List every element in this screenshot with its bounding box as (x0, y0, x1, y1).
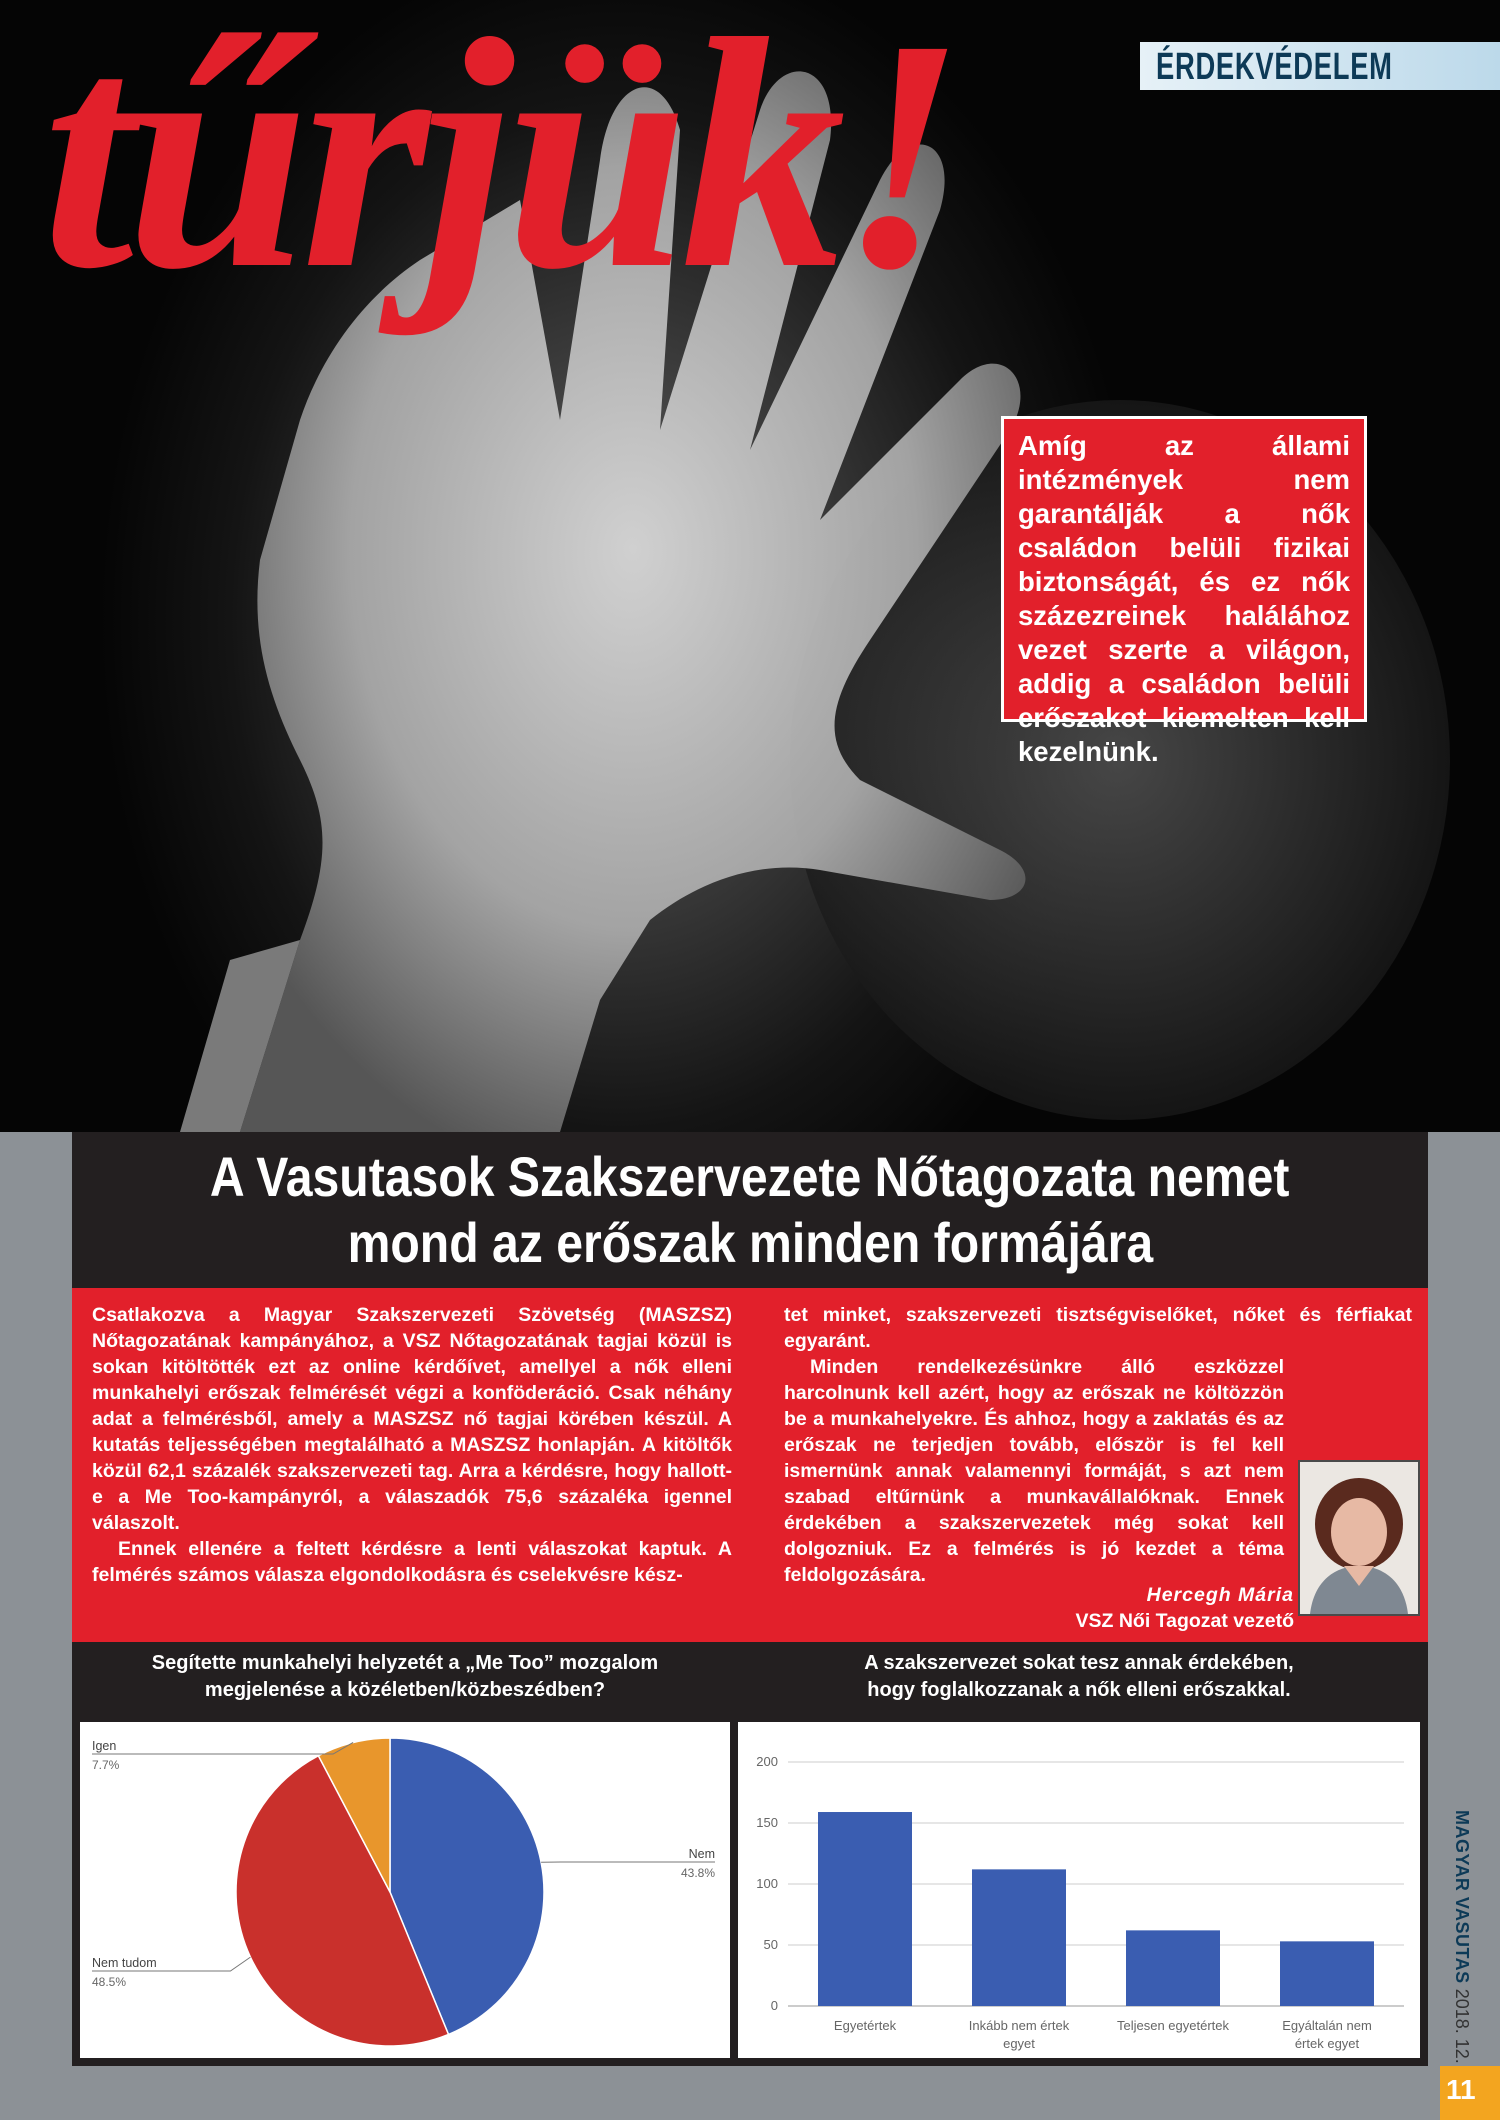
pie-chart (80, 1722, 730, 2058)
headline-line-1: A Vasutasok Szakszervezete Nőtagozata nemet (210, 1145, 1290, 1208)
section-tag-label: ÉRDEKVÉDELEM (1156, 46, 1393, 88)
bar-3 (1126, 1930, 1220, 2006)
bar-y-tick: 0 (770, 1998, 778, 2013)
charts-strip (72, 1642, 1428, 2066)
headline-bar (72, 1132, 1428, 1288)
bar-2 (972, 1869, 1066, 2006)
issue-date: 2018. 12. (1452, 1988, 1472, 2064)
paragraph: tet minket, szakszervezeti tisztségviselőket, nőket és férfiakat egyaránt. (784, 1304, 1412, 1352)
bar-x-label: egyet (1003, 2036, 1035, 2051)
page-number: 11 (1446, 2074, 1476, 2105)
page-number-box (1440, 2066, 1500, 2120)
pie-leader-line (92, 1742, 353, 1754)
section-tag (1140, 42, 1500, 90)
bar-y-tick: 100 (756, 1876, 778, 1891)
article-panel (72, 1132, 1428, 2066)
article-body (72, 1288, 1428, 1642)
pie-title-line-2: megjelenése a közéletben/közbeszédben? (204, 1679, 606, 1701)
author-role: VSZ Női Tagozat vezető (1075, 1610, 1294, 1632)
pie-percent: 7.7% (92, 1758, 120, 1772)
bar-x-label: Inkább nem értek (968, 2018, 1070, 2033)
bar-4 (1280, 1941, 1374, 2006)
bar-x-label: értek egyet (1294, 2036, 1360, 2051)
big-title: tűrjük! (42, 0, 959, 337)
paragraph: Ennek ellenére a feltett kérdésre a lenti válaszokat kaptuk. A felmérés számos válasza elgondolkodásra és cselekvésre kész- (92, 1538, 732, 1586)
pie-title-line-1: Segítette munkahelyi helyzetét a „Me Too” mozgalom (151, 1652, 659, 1674)
side-label-text (1442, 1810, 1472, 2064)
pie-percent: 48.5% (92, 1975, 127, 1989)
article-column-1 (92, 1302, 732, 1588)
side-issue-label (1442, 1810, 1472, 2064)
pie-percent: 43.8% (680, 1866, 715, 1880)
pie-chart-title (80, 1650, 730, 1704)
brand-name: MAGYAR VASUTAS (1452, 1810, 1472, 1984)
author-name: Hercegh Mária (1146, 1584, 1294, 1606)
pie-label: Igen (92, 1739, 117, 1753)
author-portrait (1298, 1460, 1420, 1616)
bar-chart (738, 1722, 1420, 2058)
pie-label: Nem (688, 1847, 715, 1861)
headline-line-2: mond az erőszak minden formájára (347, 1211, 1153, 1274)
bar-x-label: Teljesen egyetértek (1116, 2018, 1230, 2033)
bar-chart-title (738, 1650, 1420, 1704)
bar-title-line-2: hogy foglalkozzanak a nők elleni erőszakkal. (867, 1679, 1291, 1701)
article-headline (72, 1144, 1428, 1276)
portrait-image (1300, 1462, 1418, 1614)
author-signature (784, 1582, 1294, 1634)
quote-box: Amíg az állami intézmények nem garantálják a nők családon belüli fizikai biztonságát, és ez nők százezreinek halálához vezet szerte a világon, addig a családon belüli erőszakot kiemelten kell kezelnünk. (1001, 416, 1367, 722)
bar-y-tick: 50 (763, 1937, 778, 1952)
paragraph: Minden rendelkezésünkre álló eszközzel harcolnunk kell azért, hogy az erőszak ne költözzön be a munkahelyekre. És ahhoz, hogy a zaklatás és az erőszak ne terjedjen tovább, először is fel kell ismernünk annak valamennyi formáját, s azt nem szabad eltűrnünk a munkavállalóknak. Ennek érdekében a szakszervezetek még sokat kell dolgozniuk. Ez a felmérés is jó kezdet a téma feldolgozására. (784, 1356, 1284, 1586)
bar-x-label: Egyáltalán nem (1282, 2018, 1372, 2033)
paragraph: Csatlakozva a Magyar Szakszervezeti Szövetség (MASZSZ) Nőtagozatának kampányához, a VSZ Nőtagozatának tagjai közül is sokan kitöltötték ezt az online kérdőívet, amellyel a nők elleni munkahelyi erőszak felmérését végzi a konföderáció. Csak néhány adat a felmérésből, amely a MASZSZ nő tagjai körében készül. A kutatás teljességében megtalálható a MASZSZ honlapján. A kitöltők közül 62,1 százalék szakszervezeti tag. Arra a kérdésre, hogy hallott-e a Me Too-kampányról, a válaszadók 75,6 százaléka igennel válaszolt. (92, 1304, 732, 1534)
bar-x-label: Egyetértek (833, 2018, 897, 2033)
bar-title-line-1: A szakszervezet sokat tesz annak érdekében, (864, 1652, 1294, 1674)
bar-y-tick: 150 (756, 1815, 778, 1830)
pie-label: Nem tudom (92, 1956, 157, 1970)
pie-chart-svg (80, 1722, 730, 2058)
bar-chart-svg (738, 1722, 1420, 2058)
bar-1 (818, 1812, 912, 2006)
bar-y-tick: 200 (756, 1754, 778, 1769)
